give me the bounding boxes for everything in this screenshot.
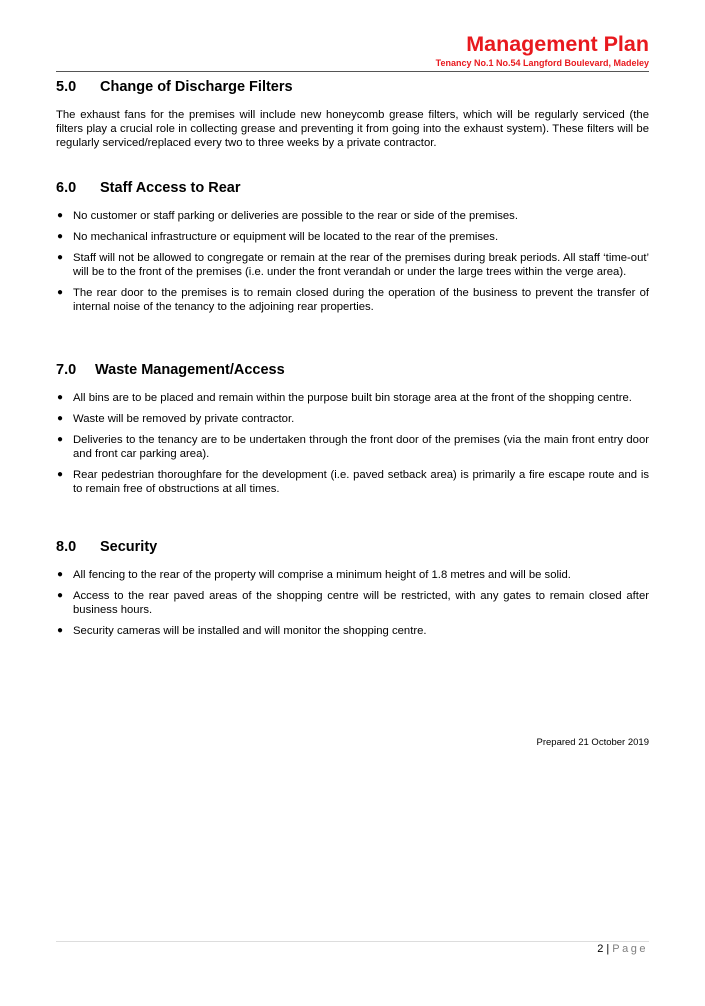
bullet-icon: ● (57, 434, 64, 446)
bullet-icon: ● (57, 469, 64, 481)
section-number: 5.0 (56, 79, 77, 95)
section-8 (56, 539, 649, 645)
page-separator: | (606, 943, 610, 955)
list-item: ● Waste will be removed by private contractor. (57, 413, 295, 426)
prepared-date: Prepared 21 October 2019 (536, 737, 649, 748)
bullet-icon: ● (57, 625, 64, 637)
section-heading (56, 79, 649, 96)
section-title: Waste Management/Access (95, 362, 285, 378)
section-paragraph: The exhaust fans for the premises will include new honeycomb grease filters, which will be regularly serviced (the filters play a crucial role in collecting grease and preventing it from going into the exhaust system). These filters will be regularly serviced/replaced every two to three weeks by a private contractor. (56, 109, 649, 150)
bullet-icon: ● (57, 210, 64, 222)
page-number-value: 2 (597, 943, 604, 955)
footer-divider (56, 941, 649, 942)
bullet-icon: ● (57, 413, 64, 425)
list-item: ● The rear door to the premises is to remain closed during the operation of the business to prevent the transfer of internal noise of the tenancy to the adjoining rear properties. (57, 287, 649, 314)
document-subtitle: Tenancy No.1 No.54 Langford Boulevard, Madeley (435, 58, 649, 68)
bullet-icon: ● (57, 287, 64, 299)
list-item: ● Staff will not be allowed to congregate or remain at the rear of the premises during break periods. All staff ‘time-out’ will be to the front of the premises (i.e. under the front verandah or under the large trees within the verge area). (57, 252, 649, 279)
section-number: 7.0 (56, 362, 77, 378)
list-item: ● No mechanical infrastructure or equipment will be located to the rear of the premises. (57, 231, 499, 244)
section-number: 8.0 (56, 539, 77, 555)
bullet-icon: ● (57, 252, 64, 264)
section-6 (56, 180, 649, 321)
section-number: 6.0 (56, 180, 77, 196)
page-number (597, 943, 648, 955)
bullet-icon: ● (57, 392, 64, 404)
list-item: ● Deliveries to the tenancy are to be undertaken through the front door of the premises (via the main front entry door and front car parking area). (57, 434, 649, 461)
section-title: Change of Discharge Filters (100, 79, 293, 95)
section-7 (56, 362, 649, 503)
bullet-icon: ● (57, 590, 64, 602)
document-title: Management Plan (466, 32, 649, 56)
list-item: ● Access to the rear paved areas of the shopping centre will be restricted, with any gates to remain closed after business hours. (57, 590, 649, 617)
section-heading (56, 362, 649, 379)
bullet-icon: ● (57, 231, 64, 243)
list-item: ● All bins are to be placed and remain within the purpose built bin storage area at the front of the shopping centre. (57, 392, 632, 405)
section-heading (56, 180, 649, 197)
list-item: ● Security cameras will be installed and will monitor the shopping centre. (57, 625, 427, 638)
section-heading (56, 539, 649, 556)
header-divider (56, 71, 649, 72)
bullet-list (56, 209, 649, 314)
section-5 (56, 79, 649, 150)
section-title: Security (100, 539, 158, 555)
list-item: ● No customer or staff parking or deliveries are possible to the rear or side of the premises. (57, 210, 518, 223)
bullet-icon: ● (57, 569, 64, 581)
bullet-list (56, 568, 649, 638)
list-item: ● Rear pedestrian thoroughfare for the development (i.e. paved setback area) is primarily a fire escape route and is to remain free of obstructions at all times. (57, 469, 649, 496)
bullet-list (56, 391, 649, 496)
list-item: ● All fencing to the rear of the property will comprise a minimum height of 1.8 metres and will be solid. (57, 569, 571, 582)
page-label: Page (612, 943, 648, 955)
section-title: Staff Access to Rear (100, 180, 241, 196)
